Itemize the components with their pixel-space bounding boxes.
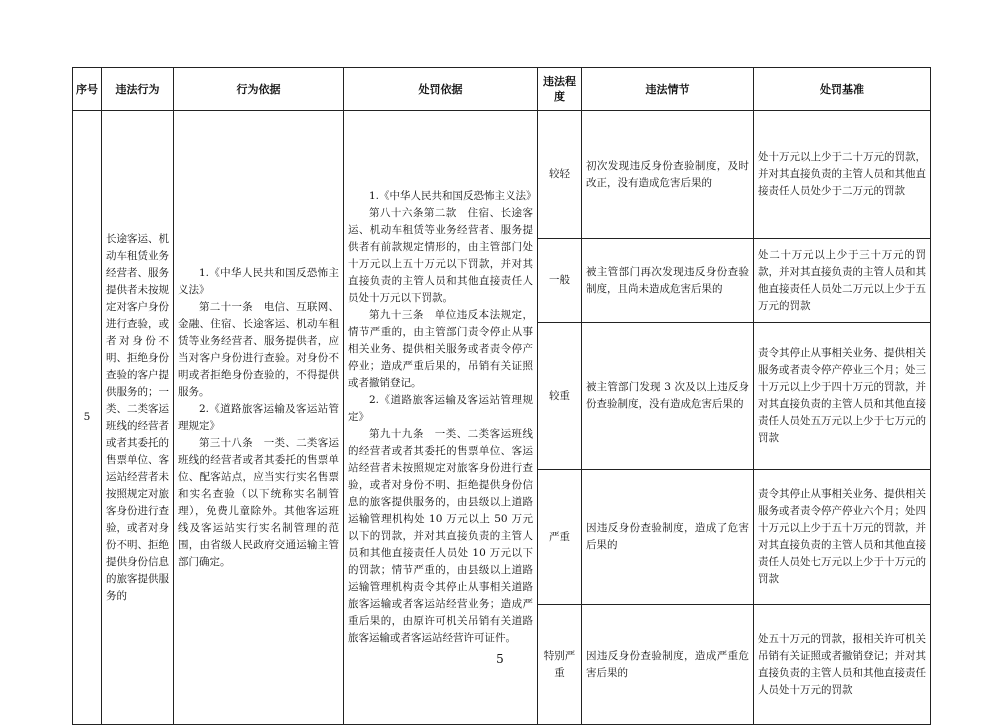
degree-level-4: 严重	[538, 470, 582, 605]
degree-level-1: 较轻	[538, 111, 582, 239]
header-act: 违法行为	[102, 68, 174, 111]
penalty-article-1: 第八十六条第二款 住宿、长途客运、机动车租赁等业务经营者、服务提供者有前款规定情形的，由主管部门处十万元以上五十万元以下罚款，并对其直接负责的主管人员和其他直接责任人员处十万元以下罚款。	[348, 207, 533, 304]
basis-law-2: 2.《道路旅客运输及客运站管理规定》	[178, 402, 339, 432]
violation-act: 长途客运、机动车租赁业务经营者、服务提供者未按规定对客户身份进行查验，或者对身份不明、拒绝身份查验的客户提供服务的；一类、二类客运班线的经营者或者其委托的售票单位、客运站经营者未按照规定对旅客身份进行查验，或者对身份不明、拒绝提供身份信息的旅客提供服务的	[102, 111, 174, 725]
situation-level-4: 因违反身份查验制度，造成了危害后果的	[582, 470, 754, 605]
situation-level-2: 被主管部门再次发现违反身份查验制度，且尚未造成危害后果的	[582, 239, 754, 323]
header-row	[73, 68, 931, 111]
degree-level-5: 特别严重	[538, 605, 582, 725]
header-index: 序号	[73, 68, 102, 111]
row-index: 5	[73, 111, 102, 725]
penalty-article-3: 第九十九条 一类、二类客运班线的经营者或者其委托的售票单位、客运站经营者未按照规定对旅客身份进行查验，或者对身份不明、拒绝提供身份信息的旅客提供服务的，由县级以上道路运输管理机构处 10 万元以上 50 万元以下的罚款，并对其直接负责的主管人员和其他直接责任人员处 10 万元以下的罚款；情节严重的，由县级以上道路运输管理机构责令其停止从事相关道路旅客运输或者客运站经营业务；造成严重后果的，由原许可机关吊销有关道路旅客运输或者客运站经营许可证件。	[348, 428, 533, 644]
penalty-article-2: 第九十三条 单位违反本法规定，情节严重的，由主管部门责令停止从事相关业务、提供相关服务或者责令停产停业；造成严重后果的，吊销有关证照或者撤销登记。	[348, 309, 533, 389]
standard-level-1: 处十万元以上少于二十万元的罚款，并对其直接负责的主管人员和其他直接责任人员处少于二万元的罚款	[754, 111, 931, 239]
act-basis	[174, 111, 344, 725]
situation-level-3: 被主管部门发现 3 次及以上违反身份查验制度，没有造成危害后果的	[582, 323, 754, 470]
situation-level-1: 初次发现违反身份查验制度，及时改正，没有造成危害后果的	[582, 111, 754, 239]
basis-law-1: 1.《中华人民共和国反恐怖主义法》	[178, 266, 339, 296]
penalty-law-2: 2.《道路旅客运输及客运站管理规定》	[348, 394, 533, 423]
header-basis: 行为依据	[174, 68, 344, 111]
basis-article-2: 第三十八条 一类、二类客运班线的经营者或者其委托的售票单位、配客站点，应当实行实名售票和实名查验（以下统称实名制管理），免费儿童除外。其他客运班线及客运站实行实名制管理的范围，由省级人民政府交通运输主管部门确定。	[178, 436, 339, 568]
standard-level-2: 处二十万元以上少于三十万元的罚款，并对其直接负责的主管人员和其他直接责任人员处二万元以上少于五万元的罚款	[754, 239, 931, 323]
header-degree: 违法程度	[538, 68, 582, 111]
standard-level-4: 责令其停止从事相关业务、提供相关服务或者责令停产停业六个月；处四十万元以上少于五十万元的罚款，并对其直接负责的主管人员和其他直接责任人员处七万元以上少于十万元的罚款	[754, 470, 931, 605]
penalty-table	[72, 67, 931, 725]
penalty-basis	[344, 111, 538, 725]
standard-level-3: 责令其停止从事相关业务、提供相关服务或者责令停产停业三个月；处三十万元以上少于四十万元的罚款，并对其直接负责的主管人员和其他直接责任人员处五万元以上少于七万元的罚款	[754, 323, 931, 470]
degree-level-3: 较重	[538, 323, 582, 470]
degree-level-2: 一般	[538, 239, 582, 323]
basis-article-1: 第二十一条 电信、互联网、金融、住宿、长途客运、机动车租赁等业务经营者、服务提供者，应当对客户身份进行查验。对身份不明或者拒绝身份查验的，不得提供服务。	[178, 300, 339, 398]
situation-level-5: 因违反身份查验制度，造成严重危害后果的	[582, 605, 754, 725]
table-row	[73, 111, 931, 239]
standard-level-5: 处五十万元的罚款，报相关许可机关吊销有关证照或者撤销登记；并对其直接负责的主管人员和其他直接责任人员处十万元的罚款	[754, 605, 931, 725]
page-number: 5	[496, 652, 504, 666]
header-standard: 处罚基准	[754, 68, 931, 111]
penalty-law-1: 1.《中华人民共和国反恐怖主义法》	[369, 190, 537, 202]
header-situation: 违法情节	[582, 68, 754, 111]
header-penalty-basis: 处罚依据	[344, 68, 538, 111]
